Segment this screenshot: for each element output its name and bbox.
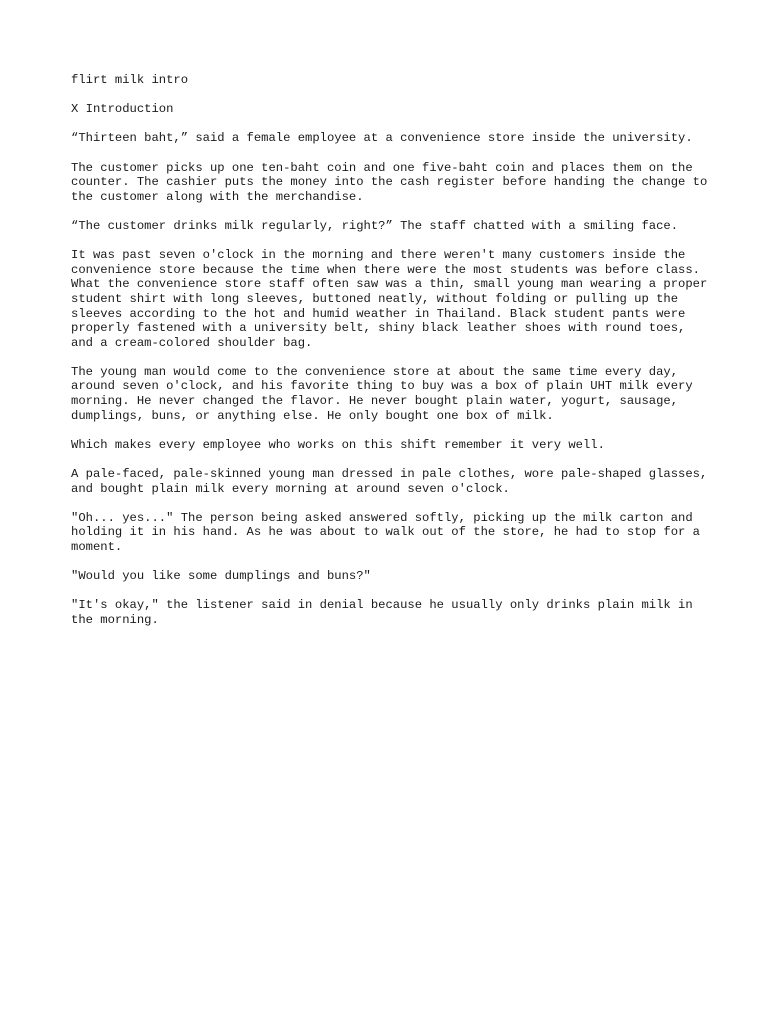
document-page: [71, 73, 715, 642]
paragraph: "Would you like some dumplings and buns?": [71, 569, 371, 584]
paragraph: A pale-faced, pale-skinned young man dressed in pale clothes, wore pale-shaped glasses, and bought plain milk every morning at around seven o'clock.: [71, 467, 715, 496]
paragraph: It was past seven o'clock in the morning and there weren't many customers inside the convenience store because the time when there were the most students was before class. What the convenience store staff often saw was a thin, small young man wearing a proper student shirt with long sleeves, buttoned neatly, without folding or pulling up the sleeves according to the hot and humid weather in Thailand. Black student pants were properly fastened with a university belt, shiny black leather shoes with round toes, and a cream-colored shoulder bag.: [71, 248, 715, 350]
paragraph: The customer picks up one ten-baht coin and one five-baht coin and places them on the counter. The cashier puts the money into the cash register before handing the change to the customer along with the merchandise.: [71, 160, 715, 204]
chapter-heading: X Introduction: [71, 102, 174, 117]
paragraph: The young man would come to the convenience store at about the same time every day, around seven o'clock, and his favorite thing to buy was a box of plain UHT milk every morning. He never changed the flavor. He never bought plain water, yogurt, sausage, dumplings, buns, or anything else. He only bought one box of milk.: [71, 364, 700, 423]
paragraph: Which makes every employee who works on this shift remember it very well.: [71, 437, 605, 452]
document-title: flirt milk intro: [71, 73, 189, 87]
paragraph: "It's okay," the listener said in denial because he usually only drinks plain milk in the morning.: [71, 598, 700, 627]
paragraph: "Oh... yes..." The person being asked answered softly, picking up the milk carton and holding it in his hand. As he was about to walk out of the store, he had to stop for a moment.: [71, 510, 708, 554]
paragraph: “The customer drinks milk regularly, right?” The staff chatted with a smiling face.: [71, 218, 679, 233]
paragraph: “Thirteen baht,” said a female employee at a convenience store inside the university.: [71, 131, 693, 146]
